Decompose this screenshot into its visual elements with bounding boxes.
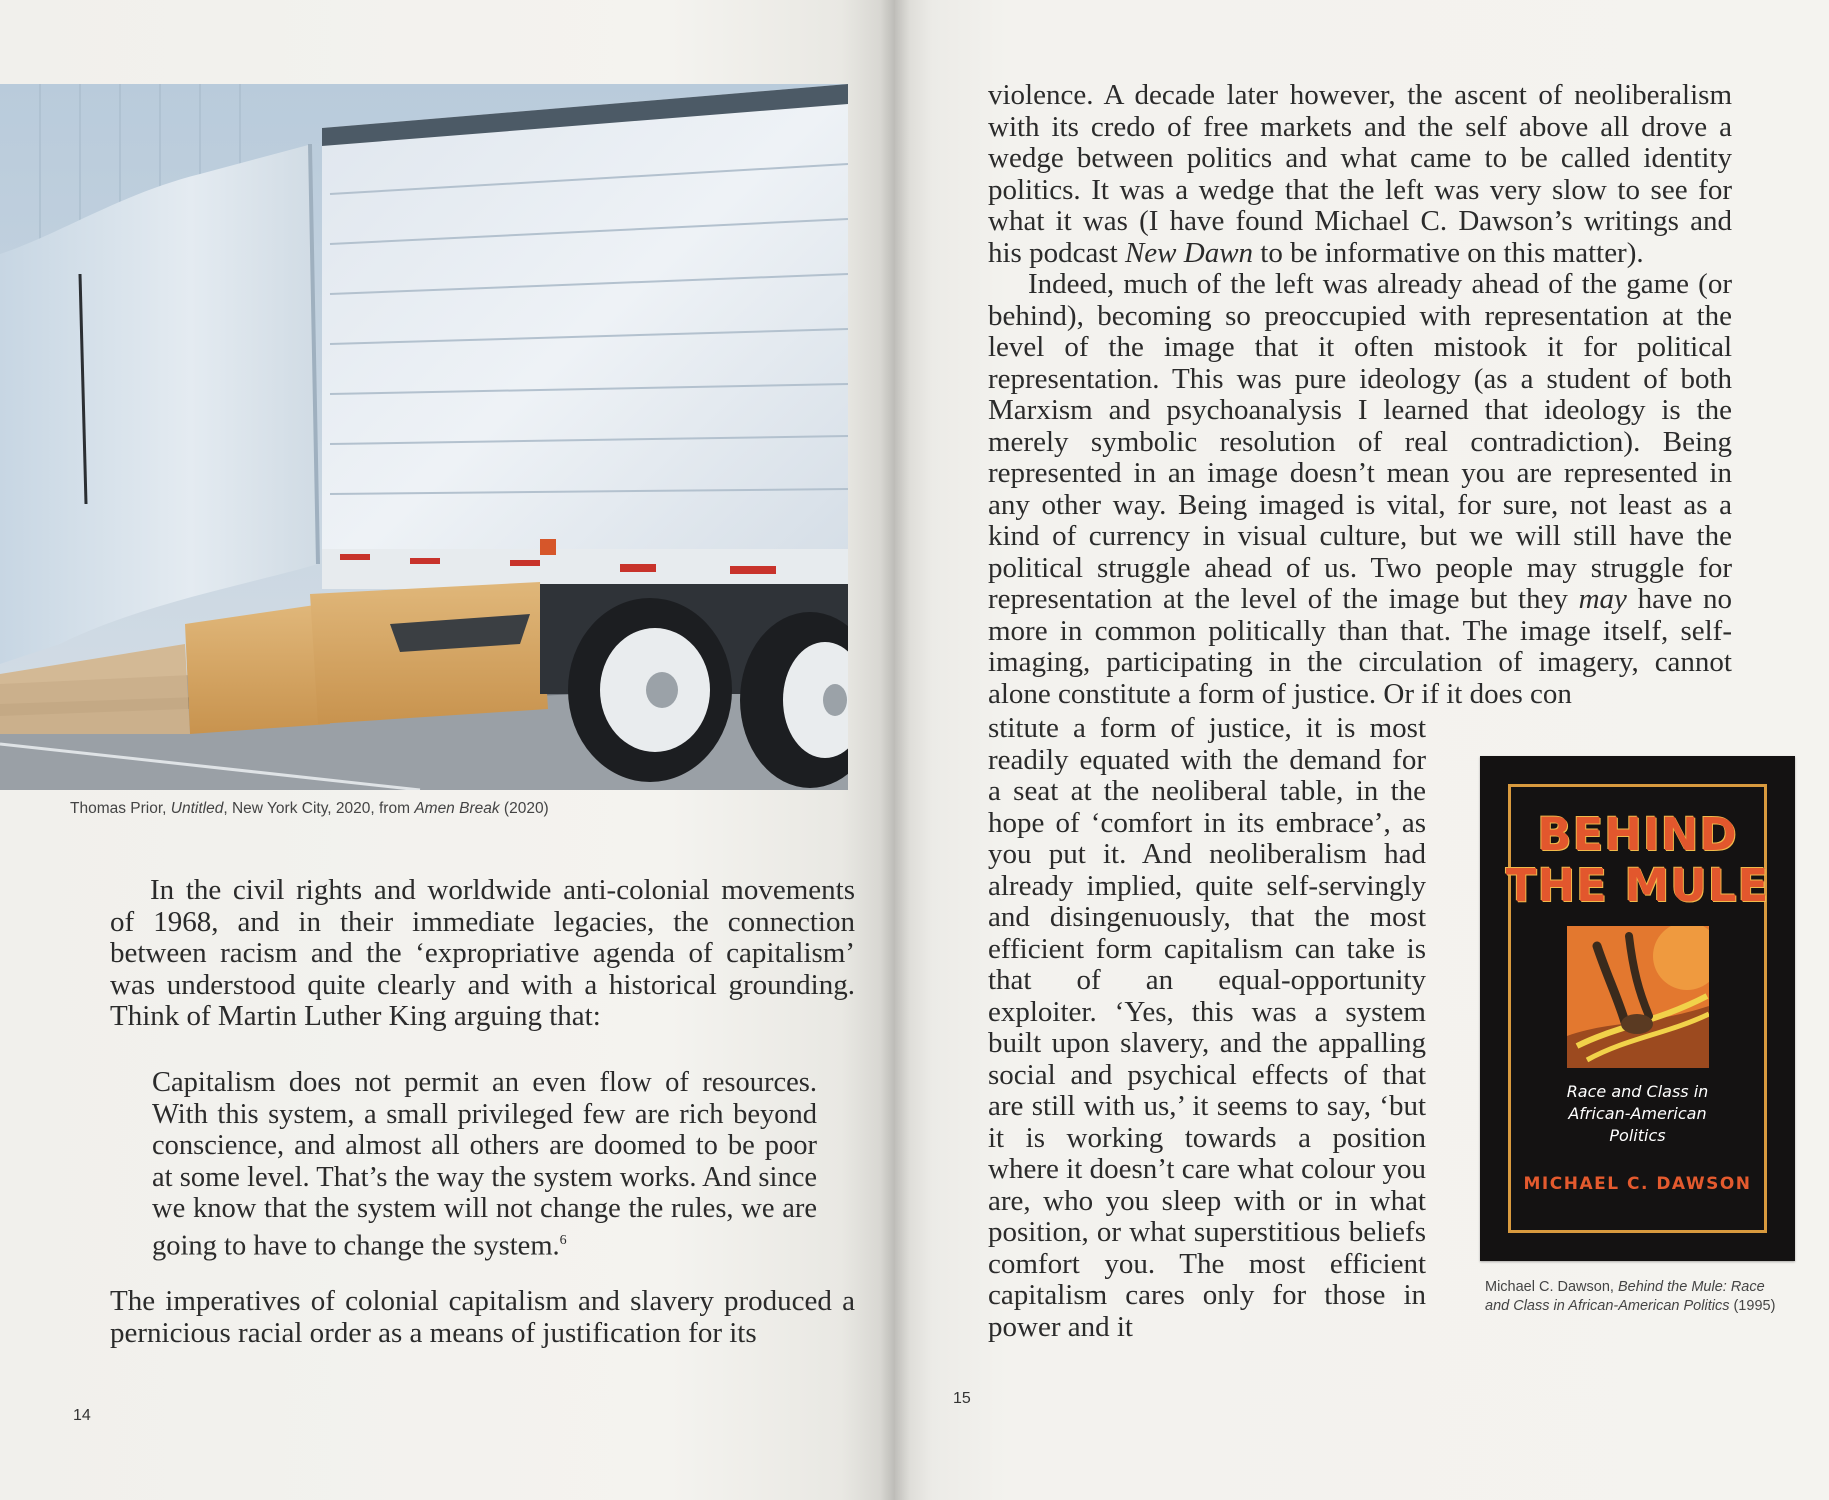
cover-caption (1485, 1278, 1785, 1316)
page-number-right: 15 (953, 1390, 971, 1407)
para2-text-a: Indeed, much of the left was already ahead of the game (or behind), becoming so preoccupied with representation at the level of the image that it often mistook it for political representation. This was pure ideology (as a student of both Marxism and psychoanalysis I learned that ideology is the merely symbolic resolution of real contradiction). Being represented in an image doesn’t mean you are represented in any other way. Being imaged is vital, for sure, not least as a kind of currency in visual culture, but we will still have the political struggle ahead of us. Two people may struggle for representation at the level of the image but they (988, 268, 1732, 615)
cover-illustration (1567, 926, 1709, 1068)
cover-caption-author: Michael C. Dawson, (1485, 1279, 1618, 1295)
cover-title-line-1: BEHIND (1537, 808, 1738, 861)
paragraph-civil-rights: In the civil rights and worldwide anti-colonial movements of 1968, and in their immediate legacies, the connection between racism and the ‘expropriative agenda of capitalism’ was understood quite clearly and with a historical grounding. Think of Martin Luther King arguing that: (110, 874, 855, 1032)
paragraph-representation (988, 269, 1732, 710)
page-number-left: 14 (73, 1407, 91, 1424)
para2-text-b: have no more in common politically than that. The image itself, self-imaging, participating in the circulation of imagery, cannot alone constitute a form of justice. Or if it does con (988, 583, 1733, 710)
para1-text-b: to be informative on this matter). (1253, 236, 1644, 269)
book-gutter (880, 0, 910, 1500)
caption-author: Thomas Prior, (70, 800, 171, 817)
left-page (0, 0, 895, 1500)
cover-caption-title: Behind the Mule: Race and Class in African-American Politics (1485, 1279, 1765, 1314)
para1-text-a: violence. A decade later however, the ascent of neoliberalism with its credo of free markets and the self above all drove a wedge between politics and what came to be called identity politics. It was a wedge that the left was very slow to see for what it was (I have found Michael C. Dawson’s writings and his podcast (988, 79, 1732, 269)
book-cover (1480, 756, 1795, 1261)
quote-text (152, 1067, 817, 1262)
podcast-title: New Dawn (1124, 236, 1254, 269)
paragraph-neoliberalism (988, 80, 1732, 269)
mlk-block-quote (152, 1067, 817, 1262)
photo-caption (70, 800, 850, 818)
cover-subtitle (1480, 1081, 1795, 1147)
emphasis-may: may (1578, 583, 1627, 615)
caption-title: Untitled (170, 800, 224, 817)
cover-title-line-2: THE MULE (1505, 859, 1770, 912)
wheel-front (568, 598, 732, 782)
caption-place: , New York City, 2020, from (223, 800, 415, 817)
right-page (895, 0, 1829, 1500)
cover-subtitle-line-3: Politics (1609, 1126, 1666, 1145)
left-paragraph-1 (110, 875, 855, 1033)
truck-trailer-image (0, 84, 848, 790)
cover-caption-year: (1995) (1729, 1298, 1776, 1314)
caption-year: (2020) (499, 800, 549, 817)
left-paragraph-2 (110, 1286, 855, 1349)
cover-subtitle-line-2: African-American (1568, 1104, 1707, 1123)
cover-subtitle-line-1: Race and Class in (1566, 1082, 1709, 1101)
footnote-marker: 6 (559, 1232, 567, 1248)
right-paragraphs (988, 80, 1732, 710)
cover-author: MICHAEL C. DAWSON (1523, 1174, 1752, 1194)
paragraph-justice: stitute a form of justice, it is most readily equated with the demand for a seat at the neoliberal table, in the hope of ‘comfort in its embrace’, as you put it. And neoliberalism had already implied, quite self-servingly and disingenuously, that the most efficient form capitalism can take is that of an equal-opportunity exploiter. ‘Yes, this was a system built upon slavery, and the appalling social and psychical effects of that are still with us,’ it seems to say, ‘but it is working towards a position where it doesn’t care what colour you are, who you sleep with or in what position, or what superstitious beliefs comfort you. The most efficient capitalism cares only for those in power and it (988, 712, 1426, 1343)
right-narrow-column (988, 713, 1426, 1343)
truck-photo (0, 84, 848, 790)
quote-body: Capitalism does not permit an even flow of resources. With this system, a small privileged few are rich beyond conscience, and almost all others are doomed to be poor at some level. That’s the way the system works. And since we know that the system will not change the rules, we are going to have to change the system. (152, 1067, 817, 1261)
caption-source: Amen Break (414, 800, 500, 817)
paragraph-imperatives: The imperatives of colonial capitalism and slavery produced a pernicious racial order as a means of justification for its (110, 1285, 855, 1349)
